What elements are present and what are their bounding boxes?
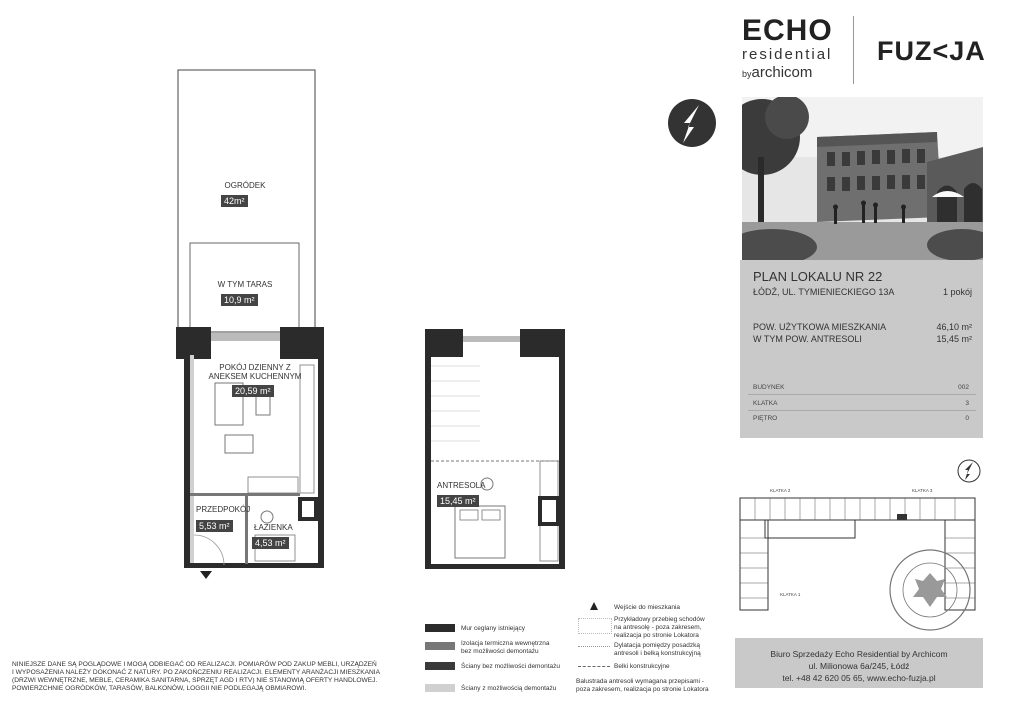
- legend-brick: Mur ceglany istniejący: [461, 625, 525, 632]
- garden-area: 42m²: [221, 191, 248, 209]
- legend-walls-removable: Ściany z możliwością demontażu: [461, 685, 557, 692]
- building-label: BUDYNEK: [753, 384, 785, 391]
- siteplan-label-c: KLATKA 1: [780, 592, 801, 597]
- staircase-value: 3: [965, 400, 969, 407]
- echo-logo-archicom: byarchicom: [742, 64, 813, 81]
- legend-stairs: Przykładowy przebieg schodów na antresolę - poza zakresem, realizacja po stronie Lokatora: [614, 616, 705, 639]
- legend-brick-swatch: [425, 624, 455, 632]
- disclaimer: NINIEJSZE DANE SĄ POGLĄDOWE I MOGĄ ODBIEGAĆ OD REALIZACJI. POMIARÓW POD ZAKUP MEBLI, URZĄDZEŃ I WYPOSAŻENIA NALEŻY DOKONAĆ Z NATURY. PO ZAKOŃCZENIU REALIZACJI. ELEMENTY ARANŻACJI MIESZKANIA (DRZWI WEWNĘTRZNE, MEBLE, CERAMIKA SANITARNA, SPRZĘT AGD I RTV) NIE STANOWIĄ OFERTY HANDLOWEJ. POWIERZCHNIE OGRÓDKÓW, TARASÓW, BALKONÓW, LOGGII NIE PODLEGAJĄ OBMIAROWI.: [12, 661, 380, 692]
- building-value: 002: [958, 384, 969, 391]
- terrace-label: W TYM TARAS: [217, 280, 273, 289]
- mezzanine-label: ANTRESOLA: [437, 481, 486, 490]
- staircase-label: KLATKA: [753, 400, 778, 407]
- echo-logo-residential: residential: [742, 46, 833, 63]
- legend-beams-swatch: [578, 666, 610, 667]
- mezzanine-area-value: 15,45 m²: [936, 334, 972, 344]
- bathroom-label: ŁAZIENKA: [254, 523, 293, 532]
- legend-beams: Belki konstrukcyjne: [614, 663, 670, 670]
- legend-insulation-swatch: [425, 642, 455, 650]
- legend: [420, 600, 720, 700]
- brand-divider: [853, 16, 854, 84]
- garden-label: OGRÓDEK: [224, 181, 266, 190]
- sales-office-contact: [735, 638, 983, 688]
- notary-stamp-icon: [885, 545, 975, 635]
- compass-icon: [666, 97, 718, 149]
- ground-floor-plan: [170, 65, 330, 580]
- legend-dilatation: Dylatacja pomiędzy posadzką antresoli i belką konstrukcyjną: [614, 642, 701, 657]
- entrance-triangle-icon: [590, 602, 598, 610]
- contact-phone-web: tel. +48 42 620 05 65, www.echo-fuzja.pl: [782, 673, 936, 683]
- unit-address: ŁÓDŹ, UL. TYMIENIECKIEGO 13A: [753, 287, 895, 297]
- fuzja-logo: FUZ<JA: [877, 36, 986, 66]
- legend-walls-fixed: Ściany bez możliwości demontażu: [461, 663, 560, 670]
- floor-value: 0: [965, 415, 969, 422]
- contact-address: ul. Milionowa 6a/245, Łódź: [808, 661, 910, 671]
- terrace-area: 10,9 m²: [221, 290, 258, 308]
- floor-label: PIĘTRO: [753, 415, 778, 422]
- info-divider: [748, 410, 976, 411]
- unit-location-marker: [897, 514, 907, 520]
- unit-title: PLAN LOKALU NR 22: [753, 269, 883, 284]
- siteplan-label-b: KLATKA 3: [912, 488, 933, 493]
- echo-logo-word: ECHO: [742, 14, 833, 47]
- info-divider: [748, 394, 976, 395]
- legend-walls-fixed-swatch: [425, 662, 455, 670]
- contact-office: Biuro Sprzedaży Echo Residential by Archicom: [770, 649, 948, 659]
- hall-label: PRZEDPOKÓJ: [196, 505, 251, 514]
- bathroom-area: 4,53 m²: [252, 533, 289, 551]
- usable-area-label: POW. UŻYTKOWA MIESZKANIA: [753, 322, 887, 332]
- echo-logo: [742, 16, 842, 83]
- unit-rooms: 1 pokój: [942, 287, 972, 297]
- usable-area-value: 46,10 m²: [936, 322, 972, 332]
- living-room-area: 20,59 m²: [232, 381, 274, 399]
- mezzanine-plan: [420, 326, 570, 574]
- legend-insulation: Izolacja termiczna wewnętrzna bez możliwości demontażu: [461, 640, 550, 655]
- legend-walls-removable-swatch: [425, 684, 455, 692]
- legend-stairs-swatch: [578, 618, 612, 634]
- mezzanine-area-label: W TYM POW. ANTRESOLI: [753, 334, 862, 344]
- unit-info-panel: [740, 260, 983, 438]
- building-photo: [742, 97, 983, 260]
- living-room-label: POKÓJ DZIENNY Z ANEKSEM KUCHENNYM: [208, 363, 302, 381]
- mezzanine-area: 15,45 m²: [437, 491, 479, 509]
- hall-area: 5,53 m²: [196, 516, 233, 534]
- small-compass-icon: [956, 458, 982, 484]
- legend-balustrade: Balustrada antresoli wymagana przepisami - poza zakresem, realizacja po stronie Lokatora: [576, 678, 709, 693]
- siteplan-label-a: KLATKA 2: [770, 488, 791, 493]
- legend-dilatation-swatch: [578, 646, 610, 647]
- legend-entrance: Wejście do mieszkania: [614, 604, 680, 611]
